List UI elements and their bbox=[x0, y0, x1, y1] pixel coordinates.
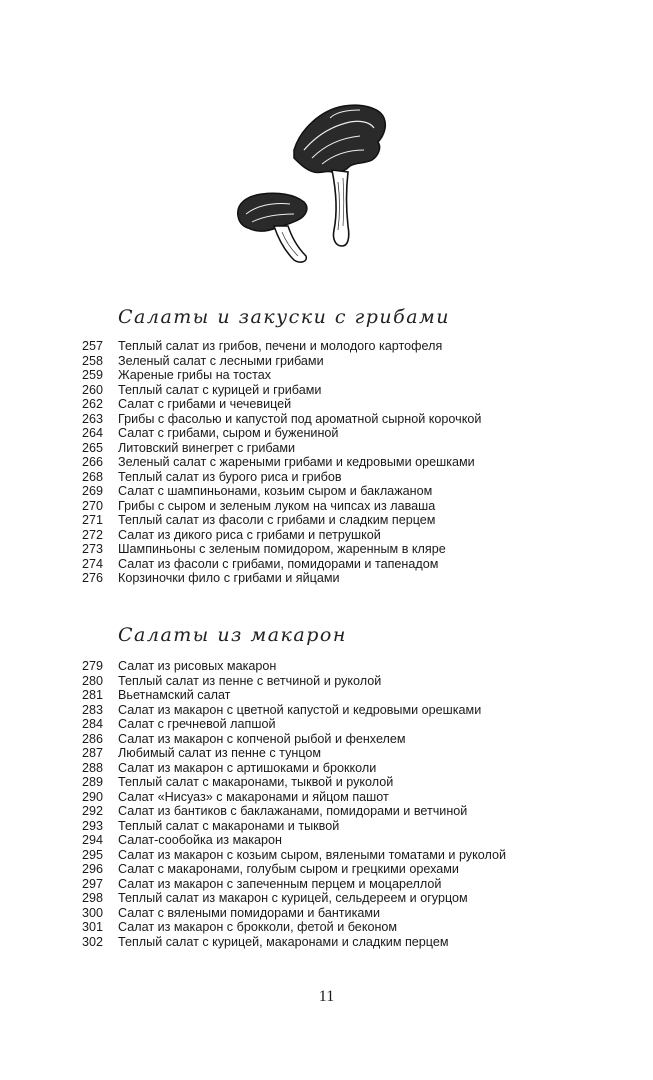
toc-entry bbox=[82, 819, 552, 834]
toc-entry-title: Салат с грибами, сыром и бужениной bbox=[118, 426, 339, 440]
toc-entry-page: 264 bbox=[82, 426, 104, 440]
chanterelle-mushrooms-illustration bbox=[232, 98, 392, 268]
toc-entry-page: 294 bbox=[82, 833, 104, 847]
toc-entry bbox=[82, 571, 552, 586]
toc-entry-title: Теплый салат из фасоли с грибами и сладким перцем bbox=[118, 513, 436, 527]
toc-entry-page: 302 bbox=[82, 934, 104, 949]
toc-entry-page: 288 bbox=[82, 760, 104, 775]
toc-entry-title: Зеленый салат с лесными грибами bbox=[118, 353, 324, 368]
toc-entry-title: Шампиньоны с зеленым помидором, жаренным в кляре bbox=[118, 542, 446, 556]
toc-entry-page: 262 bbox=[82, 397, 104, 411]
toc-entry-page: 263 bbox=[82, 411, 104, 426]
toc-entry-title: Теплый салат из грибов, печени и молодого картофеля bbox=[118, 339, 443, 353]
toc-entry-title: Салат из дикого риса с грибами и петрушкой bbox=[118, 527, 381, 542]
toc-entry-page: 280 bbox=[82, 673, 104, 688]
toc-entry bbox=[82, 426, 552, 441]
toc-entry-title: Теплый салат из макарон с курицей, сельдереем и огурцом bbox=[118, 891, 468, 905]
toc-entry-title: Теплый салат с курицей и грибами bbox=[118, 382, 322, 397]
toc-entry-title: Салат-сообойка из макарон bbox=[118, 833, 282, 847]
toc-entry-page: 289 bbox=[82, 775, 104, 789]
toc-entry-title: Салат из рисовых макарон bbox=[118, 659, 277, 673]
toc-entry bbox=[82, 848, 552, 863]
toc-entry-title: Салат с гречневой лапшой bbox=[118, 717, 276, 731]
toc-entry-title: Зеленый салат с жареными грибами и кедровыми орешками bbox=[118, 455, 475, 469]
toc-entry-page: 284 bbox=[82, 717, 104, 731]
toc-entry-title: Салат из макарон с запеченным перцем и моцареллой bbox=[118, 876, 442, 891]
toc-entry-title: Теплый салат из бурого риса и грибов bbox=[118, 469, 342, 484]
toc-entry-page: 296 bbox=[82, 862, 104, 876]
toc-entry-title: Салат из макарон с козьим сыром, вялеными томатами и руколой bbox=[118, 847, 507, 862]
toc-entry-page: 279 bbox=[82, 659, 104, 673]
toc-entry bbox=[82, 877, 552, 892]
toc-entry bbox=[82, 688, 552, 703]
toc-entry-title: Грибы с фасолью и капустой под ароматной сырной корочкой bbox=[118, 411, 482, 426]
toc-entry bbox=[82, 455, 552, 470]
toc-entry-page: 260 bbox=[82, 382, 104, 397]
toc-entry-title: Теплый салат с макаронами и тыквой bbox=[118, 818, 340, 833]
toc-entry bbox=[82, 790, 552, 805]
toc-entry-title: Салат с вялеными помидорами и бантиками bbox=[118, 905, 381, 920]
toc-entry-title: Салат с макаронами, голубым сыром и грецкими орехами bbox=[118, 862, 459, 876]
toc-entry bbox=[82, 499, 552, 514]
toc-entry bbox=[82, 891, 552, 906]
toc-entry-page: 265 bbox=[82, 440, 104, 455]
section-title-mushroom-salads: Салаты и закуски с грибами bbox=[118, 306, 451, 328]
toc-entry-title: Теплый салат с макаронами, тыквой и руколой bbox=[118, 775, 394, 789]
toc-entry-page: 270 bbox=[82, 498, 104, 513]
toc-entry bbox=[82, 659, 552, 674]
toc-entry-title: Салат из бантиков с баклажанами, помидорами и ветчиной bbox=[118, 804, 468, 818]
toc-entry-page: 298 bbox=[82, 891, 104, 905]
toc-entry-page: 286 bbox=[82, 731, 104, 746]
toc-entry-page: 292 bbox=[82, 804, 104, 818]
toc-entry-title: Салат из фасоли с грибами, помидорами и тапенадом bbox=[118, 556, 439, 571]
toc-entry-title: Вьетнамский салат bbox=[118, 688, 231, 702]
toc-entry bbox=[82, 412, 552, 427]
toc-entry-title: Теплый салат с курицей, макаронами и сладким перцем bbox=[118, 934, 449, 949]
toc-entry-title: Салат из макарон с цветной капустой и кедровыми орешками bbox=[118, 702, 482, 717]
toc-entry-title: Грибы с сыром и зеленым луком на чипсах из лаваша bbox=[118, 498, 436, 513]
toc-entry-page: 287 bbox=[82, 746, 104, 760]
toc-entry-title: Любимый салат из пенне с тунцом bbox=[118, 746, 322, 760]
toc-entry-title: Литовский винегрет с грибами bbox=[118, 440, 296, 455]
toc-entry-page: 258 bbox=[82, 353, 104, 368]
toc-entry-title: Корзиночки фило с грибами и яйцами bbox=[118, 571, 340, 585]
toc-entry-title: Жареные грибы на тостах bbox=[118, 368, 272, 382]
toc-entry bbox=[82, 761, 552, 776]
toc-entry-page: 276 bbox=[82, 571, 104, 585]
toc-entry bbox=[82, 674, 552, 689]
toc-entry bbox=[82, 775, 552, 790]
toc-entry-title: Салат из макарон с копченой рыбой и фенхелем bbox=[118, 731, 406, 746]
toc-entry bbox=[82, 703, 552, 718]
toc-entry-title: Салат из макарон с артишоками и брокколи bbox=[118, 760, 377, 775]
toc-list-mushroom-salads bbox=[82, 339, 552, 586]
toc-entry bbox=[82, 732, 552, 747]
toc-entry-page: 274 bbox=[82, 556, 104, 571]
toc-entry-page: 257 bbox=[82, 339, 104, 353]
toc-entry-page: 295 bbox=[82, 847, 104, 862]
toc-entry bbox=[82, 354, 552, 369]
toc-entry-page: 300 bbox=[82, 905, 104, 920]
toc-entry bbox=[82, 804, 552, 819]
toc-entry-title: Теплый салат из пенне с ветчиной и руколой bbox=[118, 673, 382, 688]
toc-entry-page: 293 bbox=[82, 818, 104, 833]
page-number: 11 bbox=[318, 988, 335, 1005]
toc-entry-page: 281 bbox=[82, 688, 104, 702]
toc-entry-page: 297 bbox=[82, 876, 104, 891]
toc-entry-page: 259 bbox=[82, 368, 104, 382]
toc-entry-title: Салат с грибами и чечевицей bbox=[118, 397, 292, 411]
toc-entry bbox=[82, 528, 552, 543]
toc-entry bbox=[82, 935, 552, 950]
toc-entry-title: Салат с шампиньонами, козьим сыром и баклажаном bbox=[118, 484, 433, 498]
toc-entry bbox=[82, 717, 552, 732]
toc-entry bbox=[82, 383, 552, 398]
toc-entry bbox=[82, 441, 552, 456]
toc-entry bbox=[82, 746, 552, 761]
toc-entry bbox=[82, 484, 552, 499]
toc-entry bbox=[82, 470, 552, 485]
toc-entry-title: Салат «Нисуаз» с макаронами и яйцом пашот bbox=[118, 789, 389, 804]
toc-entry bbox=[82, 862, 552, 877]
toc-entry-page: 273 bbox=[82, 542, 104, 556]
toc-entry bbox=[82, 368, 552, 383]
toc-entry-page: 301 bbox=[82, 920, 104, 934]
toc-entry-page: 283 bbox=[82, 702, 104, 717]
toc-entry bbox=[82, 542, 552, 557]
toc-list-pasta-salads bbox=[82, 659, 552, 949]
toc-entry-title: Салат из макарон с брокколи, фетой и беконом bbox=[118, 920, 398, 934]
toc-entry-page: 266 bbox=[82, 455, 104, 469]
toc-entry bbox=[82, 397, 552, 412]
toc-entry bbox=[82, 339, 552, 354]
toc-entry bbox=[82, 920, 552, 935]
toc-entry-page: 272 bbox=[82, 527, 104, 542]
toc-entry-page: 268 bbox=[82, 469, 104, 484]
toc-entry bbox=[82, 557, 552, 572]
toc-entry-page: 269 bbox=[82, 484, 104, 498]
toc-entry-page: 271 bbox=[82, 513, 104, 527]
toc-entry bbox=[82, 833, 552, 848]
toc-entry bbox=[82, 906, 552, 921]
toc-entry bbox=[82, 513, 552, 528]
section-title-pasta-salads: Салаты из макарон bbox=[118, 624, 347, 646]
toc-entry-page: 290 bbox=[82, 789, 104, 804]
